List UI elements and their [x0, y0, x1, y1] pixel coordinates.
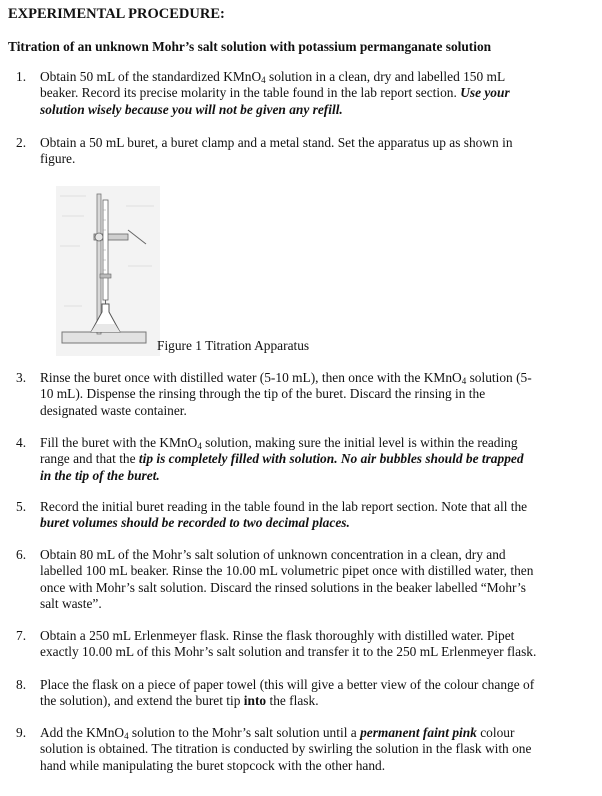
- step-number: 6.: [16, 547, 27, 562]
- step-text: Obtain 50 mL of the standardized KMnO$_4$ solution in a clean, dry and labelled 150 mL beaker. Record its precise molarity in the table found in the lab report section. Use your solution wisely because you will not be given any refill.: [40, 69, 510, 117]
- step-number: 1.: [16, 69, 27, 84]
- step-number: 7.: [16, 628, 27, 643]
- step-number: 2.: [16, 135, 27, 150]
- step-number: 8.: [16, 677, 27, 692]
- titration-apparatus-figure: [56, 186, 160, 356]
- step-text: Obtain a 50 mL buret, a buret clamp and a metal stand. Set the apparatus up as shown in figure.: [40, 135, 513, 167]
- step-number: 5.: [16, 499, 27, 514]
- step-text: Record the initial buret reading in the table found in the lab report section. Note that all the buret volumes should be recorded to two decimal places.: [40, 499, 528, 531]
- titration-apparatus-icon: [56, 186, 160, 356]
- step-number: 4.: [16, 435, 27, 450]
- step-text: Obtain a 250 mL Erlenmeyer flask. Rinse the flask thoroughly with distilled water. Pipet exactly 10.00 mL of this Mohr’s salt solution and transfer it to the 250 mL Erlenmeyer flask.: [40, 628, 537, 660]
- section-title: Titration of an unknown Mohr’s salt solution with potassium permanganate solution: [8, 39, 492, 54]
- step-text: Place the flask on a piece of paper towel (this will give a better view of the colour change of the solution), and extend the buret tip into the flask.: [40, 677, 535, 709]
- step-text: Fill the buret with the KMnO$_4$ solution, making sure the initial level is within the reading range and that the tip is completely filled with solution. No air bubbles should be trapped in the tip of the buret.: [40, 435, 524, 483]
- step-text: Rinse the buret once with distilled water (5-10 mL), then once with the KMnO$_4$ solution (5- 10 mL). Dispense the rinsing through the tip of the buret. Discard the rinsing in the designated waste container.: [40, 370, 532, 418]
- step-text: Obtain 80 mL of the Mohr’s salt solution of unknown concentration in a clean, dry and labelled 100 mL beaker. Rinse the 10.00 mL volumetric pipet once with distilled water, then once with Mohr’s salt solution. Discard the rinsed solutions in the beaker labelled “Mohr’s salt waste”.: [40, 547, 534, 611]
- step-number: 3.: [16, 370, 27, 385]
- step-text: Add the KMnO$_4$ solution to the Mohr’s salt solution until a permanent faint pink colour solution is obtained. The titration is conducted by swirling the solution in the flask with one hand while manipulating the buret stopcock with the other hand.: [40, 725, 532, 773]
- figure-caption: Figure 1 Titration Apparatus: [157, 338, 310, 353]
- page-heading: EXPERIMENTAL PROCEDURE:: [8, 6, 225, 22]
- step-number: 9.: [16, 725, 27, 740]
